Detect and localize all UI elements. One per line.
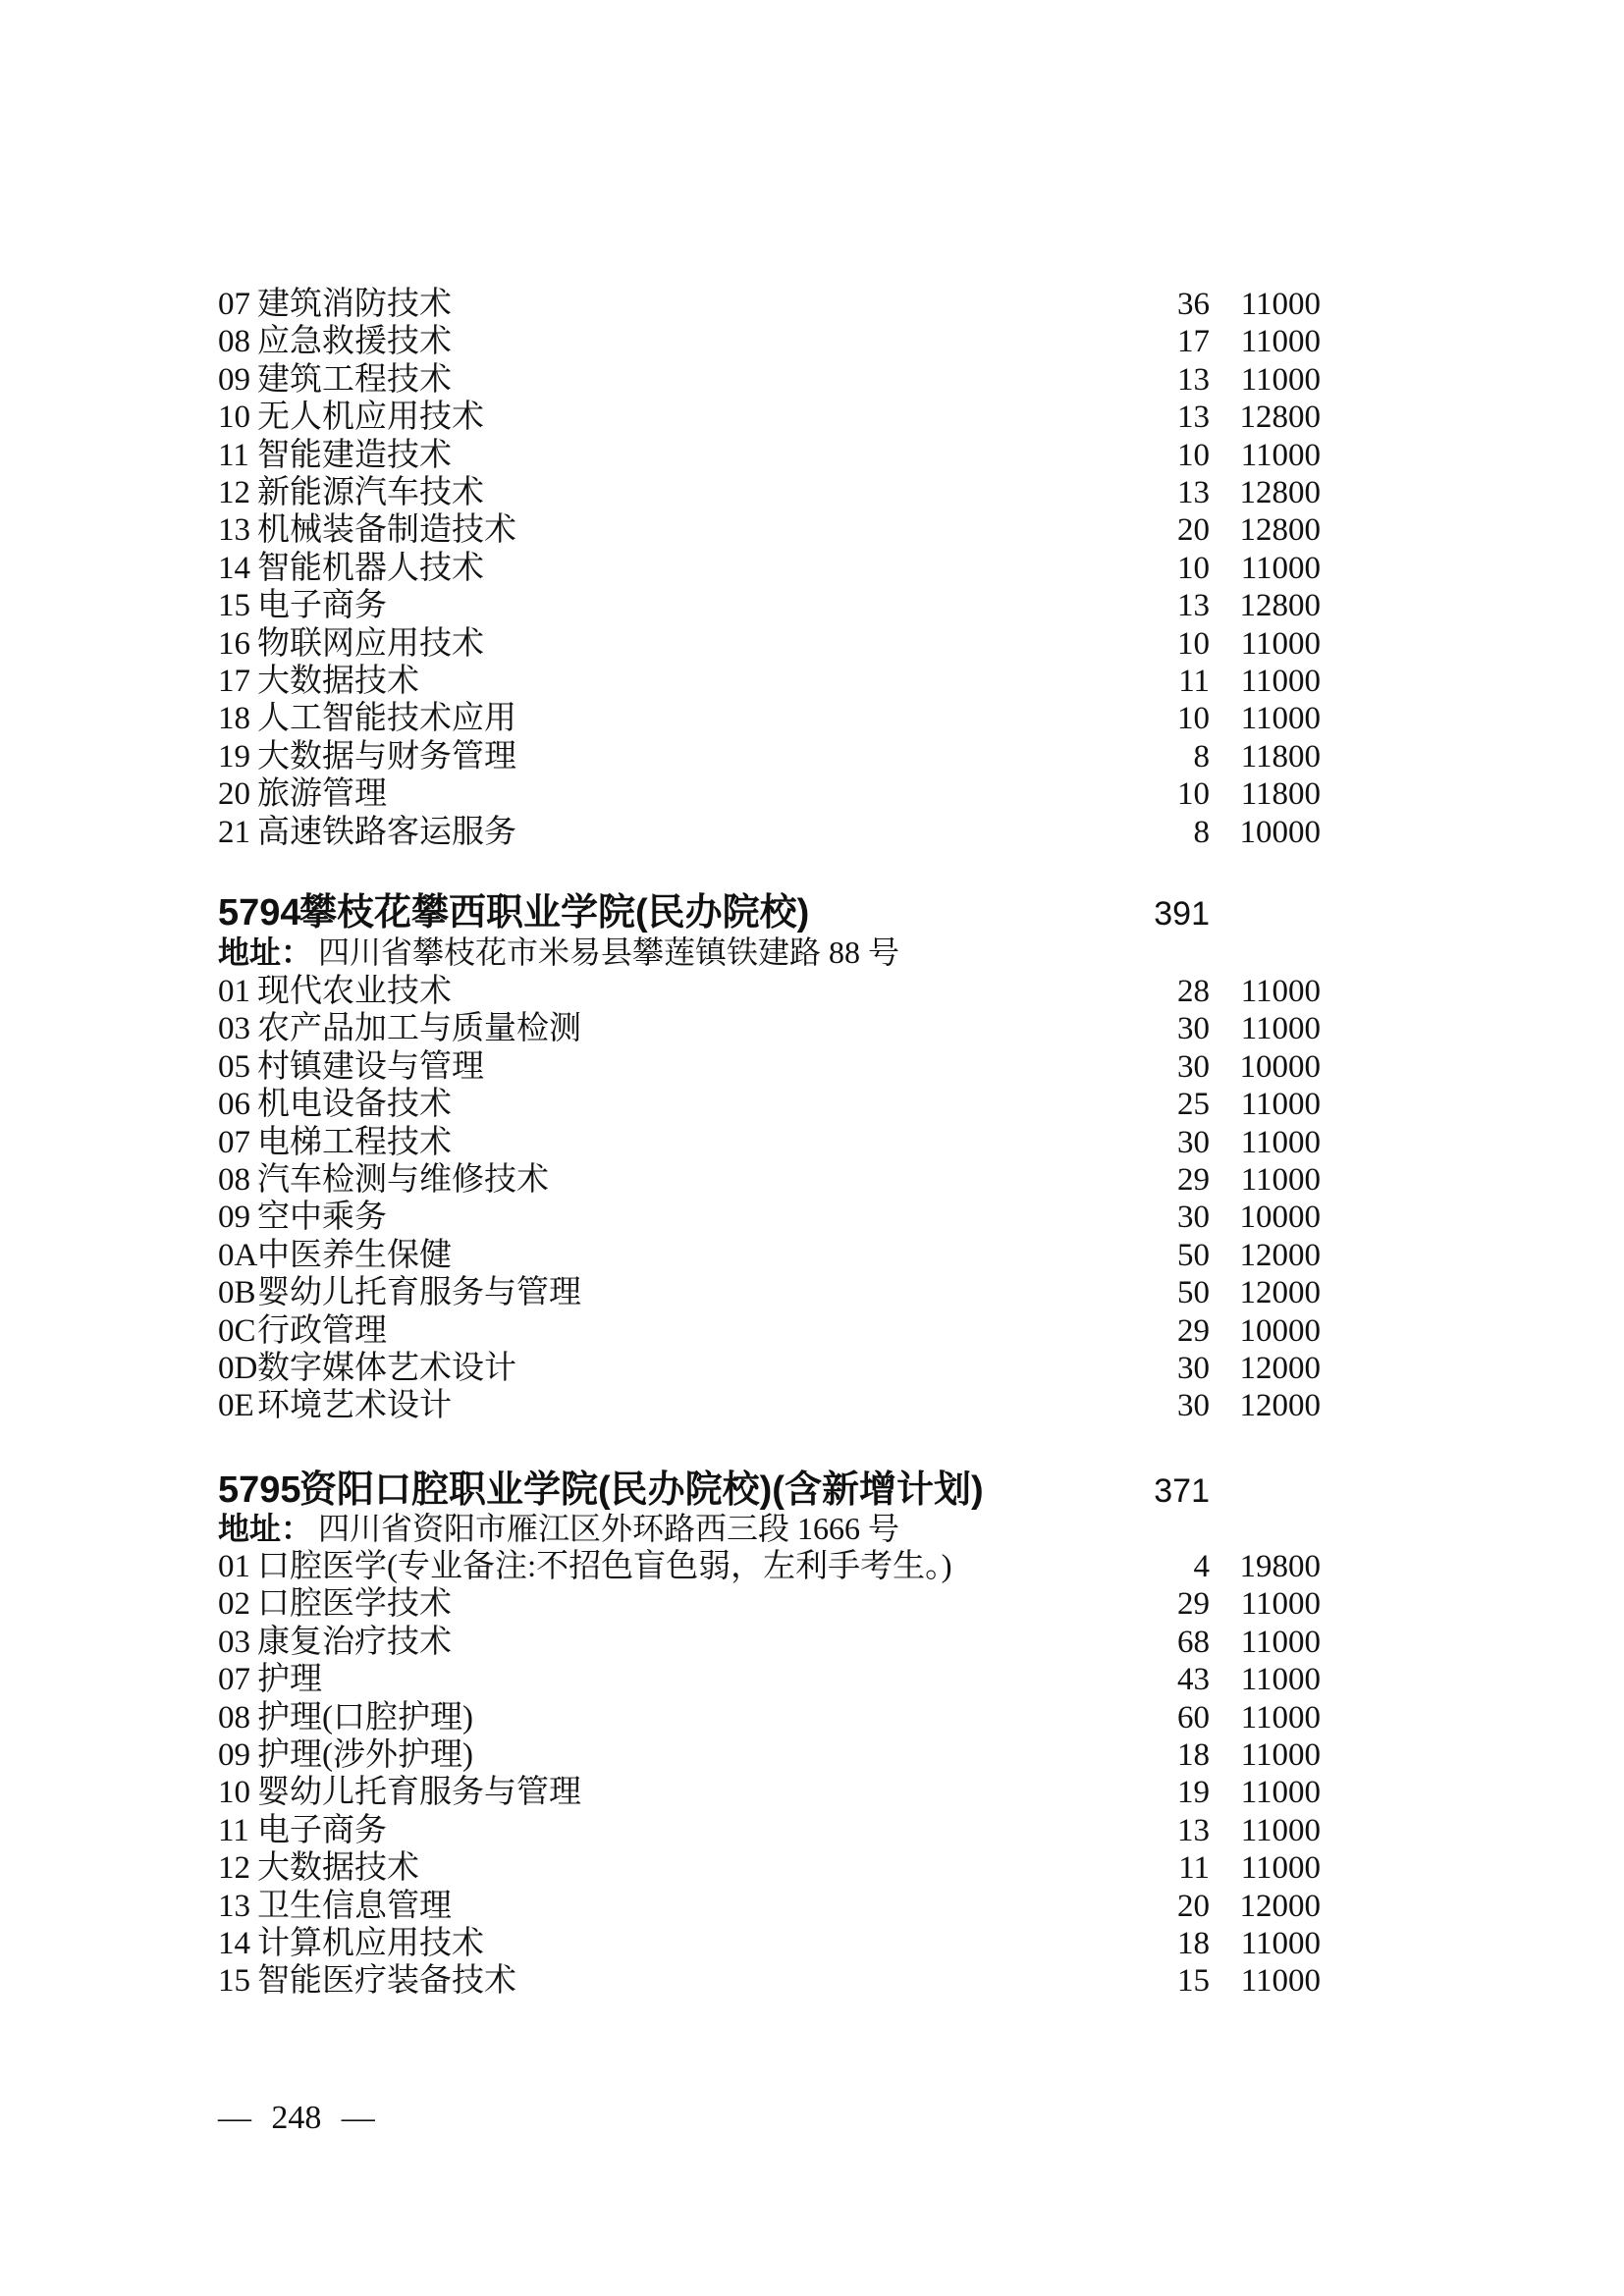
major-count: 19 [1177,1775,1210,1811]
major-name: 人工智能技术应用 [257,701,516,737]
major-code: 0D [218,1351,258,1387]
major-code: 0E [218,1388,254,1424]
major-fee: 11000 [1240,324,1321,360]
major-count: 18 [1177,1737,1210,1774]
major-fee: 12000 [1239,1237,1321,1273]
major-name: 建筑工程技术 [257,361,452,398]
major-code: 10 [218,400,250,436]
major-row [218,1812,1321,1849]
major-count: 29 [1177,1312,1210,1349]
major-fee: 12000 [1239,1275,1321,1311]
major-code: 01 [218,1549,250,1584]
major-count: 30 [1177,1200,1210,1236]
major-row [218,1086,1321,1123]
major-code: 20 [218,776,250,813]
major-row [218,474,1321,511]
major-name: 智能医疗装备技术 [257,1963,516,2000]
major-fee: 10000 [1239,1048,1321,1085]
major-fee: 11000 [1240,1963,1321,2000]
major-count: 8 [1193,814,1210,850]
major-fee: 10000 [1239,814,1321,850]
major-count: 60 [1177,1699,1210,1735]
major-row [218,1199,1321,1236]
major-row [218,775,1321,813]
major-count: 68 [1177,1624,1210,1660]
major-fee: 11000 [1240,664,1321,700]
major-code: 07 [218,1124,250,1160]
major-name: 护理(涉外护理) [257,1737,473,1774]
major-name: 汽车检测与维修技术 [257,1162,549,1199]
major-count: 13 [1177,400,1210,436]
major-code: 01 [218,974,250,1009]
major-count: 30 [1177,1351,1210,1387]
major-count: 30 [1177,1124,1210,1160]
major-row [218,286,1321,323]
major-count: 29 [1177,1162,1210,1199]
major-count: 50 [1177,1237,1210,1273]
major-name: 行政管理 [257,1312,387,1349]
major-name: 新能源汽车技术 [257,475,484,511]
major-label [218,1624,1121,1661]
major-name: 大数据技术 [257,664,419,700]
major-label [218,814,1121,851]
major-code: 14 [218,1926,250,1962]
major-fee: 11000 [1240,1775,1321,1811]
major-name: 机械装备制造技术 [257,512,516,549]
page-number: — 248 — [218,2100,375,2136]
major-row [218,437,1321,474]
major-fee: 11000 [1240,1699,1321,1735]
major-code: 0B [218,1275,256,1311]
major-count: 13 [1177,588,1210,624]
major-row [218,700,1321,737]
major-label [218,1548,1121,1585]
major-name: 应急救援技术 [257,324,452,360]
major-name: 口腔医学(专业备注:不招色盲色弱，左利手考生。) [257,1549,952,1584]
major-label [218,1048,1121,1086]
major-count: 8 [1193,738,1210,774]
major-label [218,1161,1121,1199]
major-count: 17 [1177,324,1210,360]
school-name: 资阳口腔职业学院(民办院校)(含新增计划) [299,1469,984,1511]
major-label [218,1661,1121,1698]
major-fee: 11000 [1240,1662,1321,1698]
major-count: 15 [1177,1963,1210,2000]
major-fee: 12800 [1239,588,1321,624]
major-fee: 12800 [1239,400,1321,436]
major-row [218,625,1321,663]
major-name: 卫生信息管理 [257,1888,452,1924]
major-name: 空中乘务 [257,1200,387,1236]
major-row [218,1161,1321,1199]
major-code: 08 [218,324,250,360]
major-label [218,1699,1121,1736]
major-label [218,1199,1121,1236]
major-row [218,323,1321,360]
major-name: 康复治疗技术 [257,1624,452,1660]
major-count: 20 [1177,1888,1210,1924]
major-count: 18 [1177,1926,1210,1962]
major-row [218,1010,1321,1047]
major-count: 36 [1177,287,1210,322]
major-label [218,700,1121,737]
major-name: 电子商务 [257,588,387,624]
major-count: 50 [1177,1275,1210,1311]
major-name: 大数据技术 [257,1850,419,1887]
major-fee: 11000 [1240,1011,1321,1047]
major-fee: 12000 [1239,1388,1321,1424]
major-name: 电梯工程技术 [257,1124,452,1160]
major-fee: 11800 [1240,738,1321,774]
major-row [218,1237,1321,1274]
major-code: 02 [218,1586,250,1623]
major-count: 10 [1177,776,1210,813]
major-name: 婴幼儿托育服务与管理 [257,1775,581,1811]
major-name: 计算机应用技术 [257,1926,484,1962]
major-fee: 12800 [1239,512,1321,549]
major-name: 护理(口腔护理) [257,1699,473,1735]
major-label [218,1124,1121,1161]
major-count: 11 [1178,1850,1210,1887]
major-fee: 11000 [1240,1624,1321,1660]
major-label [218,1350,1121,1387]
major-count: 11 [1178,664,1210,700]
major-count: 13 [1177,475,1210,511]
major-code: 16 [218,625,250,662]
major-code: 09 [218,361,250,398]
major-name: 现代农业技术 [257,974,452,1009]
major-count: 30 [1177,1388,1210,1424]
major-fee: 11000 [1240,1926,1321,1962]
major-count: 13 [1177,1812,1210,1848]
school-header [218,1468,1321,1513]
major-fee: 10000 [1239,1312,1321,1349]
major-count: 43 [1177,1662,1210,1698]
school-major-list [218,973,1321,1425]
major-label [218,1774,1121,1811]
major-label [218,1962,1121,2000]
major-count: 28 [1177,974,1210,1009]
major-code: 03 [218,1011,250,1047]
major-fee: 11000 [1240,1586,1321,1623]
major-code: 07 [218,1662,250,1698]
major-label [218,511,1121,549]
major-fee: 12000 [1239,1888,1321,1924]
address-text: 四川省资阳市雁江区外环路西三段 1666 号 [318,1511,900,1546]
major-row [218,361,1321,399]
major-row [218,1387,1321,1424]
major-name: 无人机应用技术 [257,400,484,436]
major-row [218,1925,1321,1962]
major-code: 18 [218,701,250,737]
major-label [218,1585,1121,1623]
address-label: 地址： [218,1511,313,1546]
major-row [218,1350,1321,1387]
major-name: 建筑消防技术 [257,287,452,322]
major-code: 06 [218,1087,250,1123]
major-count: 10 [1177,701,1210,737]
major-row [218,1962,1321,2000]
major-fee: 11000 [1240,1124,1321,1160]
major-label [218,437,1121,474]
major-name: 机电设备技术 [257,1087,452,1123]
major-fee: 11000 [1240,361,1321,398]
major-label [218,973,1121,1010]
major-code: 12 [218,1850,250,1887]
major-row [218,1624,1321,1661]
major-row [218,1585,1321,1623]
major-row [218,1048,1321,1086]
address-label: 地址： [218,934,313,970]
continuation-major-list [218,286,1321,851]
major-code: 08 [218,1162,250,1199]
major-row [218,1699,1321,1736]
major-fee: 11000 [1240,974,1321,1009]
school-code: 5794 [218,892,301,934]
major-name: 口腔医学技术 [257,1586,452,1623]
major-count: 29 [1177,1586,1210,1623]
major-fee: 11000 [1240,550,1321,586]
major-row [218,511,1321,549]
major-code: 09 [218,1200,250,1236]
school-total-count: 391 [1154,895,1210,933]
major-row [218,663,1321,700]
school-total-count: 371 [1154,1472,1210,1510]
major-fee: 11800 [1240,776,1321,813]
major-label [218,1312,1121,1350]
major-code: 0C [218,1312,256,1349]
major-count: 30 [1177,1048,1210,1085]
major-code: 14 [218,550,250,586]
major-fee: 19800 [1239,1549,1321,1584]
major-count: 20 [1177,512,1210,549]
major-fee: 11000 [1240,437,1321,473]
major-row [218,814,1321,851]
major-code: 09 [218,1737,250,1774]
major-count: 4 [1193,1549,1210,1584]
major-fee: 11000 [1240,625,1321,662]
major-label [218,738,1121,775]
major-name: 婴幼儿托育服务与管理 [257,1275,581,1311]
major-fee: 11000 [1240,1087,1321,1123]
major-code: 15 [218,588,250,624]
major-count: 25 [1177,1087,1210,1123]
major-label [218,474,1121,511]
major-label [218,399,1121,436]
major-name: 物联网应用技术 [257,625,484,662]
major-row [218,1124,1321,1161]
major-label [218,286,1121,323]
major-fee: 11000 [1240,1737,1321,1774]
major-label [218,1086,1121,1123]
major-code: 21 [218,814,250,850]
major-label [218,550,1121,587]
major-row [218,1888,1321,1925]
major-name: 智能建造技术 [257,437,452,473]
major-label [218,1010,1121,1047]
major-row [218,1661,1321,1698]
major-row [218,1312,1321,1350]
major-fee: 11000 [1240,701,1321,737]
major-code: 12 [218,475,250,511]
major-code: 10 [218,1775,250,1811]
major-label [218,775,1121,813]
major-fee: 12800 [1239,475,1321,511]
major-name: 护理 [257,1662,322,1698]
major-row [218,1774,1321,1811]
major-code: 11 [218,1812,249,1848]
major-name: 大数据与财务管理 [257,738,516,774]
major-label [218,1812,1121,1849]
major-fee: 11000 [1240,1162,1321,1199]
major-label [218,625,1121,663]
major-label [218,587,1121,624]
major-name: 旅游管理 [257,776,387,813]
major-name: 环境艺术设计 [257,1388,452,1424]
major-label [218,1888,1121,1925]
major-code: 15 [218,1963,250,2000]
major-code: 17 [218,664,250,700]
major-name: 农产品加工与质量检测 [257,1011,581,1047]
major-name: 电子商务 [257,1812,387,1848]
major-row [218,1548,1321,1585]
school-name: 攀枝花攀西职业学院(民办院校) [299,892,810,934]
major-code: 13 [218,1888,250,1924]
major-row [218,973,1321,1010]
major-fee: 12000 [1239,1351,1321,1387]
major-name: 数字媒体艺术设计 [257,1351,516,1387]
major-code: 11 [218,437,249,473]
major-count: 13 [1177,361,1210,398]
major-code: 0A [218,1237,258,1273]
school-major-list [218,1548,1321,2001]
major-fee: 11000 [1240,1812,1321,1848]
major-label [218,361,1121,399]
major-row [218,399,1321,436]
major-name: 村镇建设与管理 [257,1048,484,1085]
major-name: 中医养生保健 [257,1237,452,1273]
major-fee: 11000 [1240,1850,1321,1887]
major-label [218,663,1121,700]
address-text: 四川省攀枝花市米易县攀莲镇铁建路 88 号 [318,934,900,970]
school-header [218,890,1321,935]
major-code: 13 [218,512,250,549]
major-label [218,323,1121,360]
major-count: 10 [1177,625,1210,662]
major-row [218,1736,1321,1774]
major-code: 07 [218,287,250,322]
major-code: 08 [218,1699,250,1735]
major-fee: 11000 [1240,287,1321,322]
major-name: 高速铁路客运服务 [257,814,516,850]
major-count: 10 [1177,437,1210,473]
major-label [218,1736,1121,1774]
major-row [218,738,1321,775]
school-address-line [218,1509,899,1548]
major-label [218,1237,1121,1274]
major-row [218,587,1321,624]
school-code: 5795 [218,1469,301,1511]
major-row [218,550,1321,587]
major-row [218,1274,1321,1311]
major-code: 03 [218,1624,250,1660]
major-label [218,1849,1121,1887]
major-fee: 10000 [1239,1200,1321,1236]
major-code: 19 [218,738,250,774]
major-count: 30 [1177,1011,1210,1047]
school-address-line [218,933,899,972]
major-name: 智能机器人技术 [257,550,484,586]
major-label [218,1925,1121,1962]
major-code: 05 [218,1048,250,1085]
major-label [218,1274,1121,1311]
major-label [218,1387,1121,1424]
major-row [218,1849,1321,1887]
major-count: 10 [1177,550,1210,586]
